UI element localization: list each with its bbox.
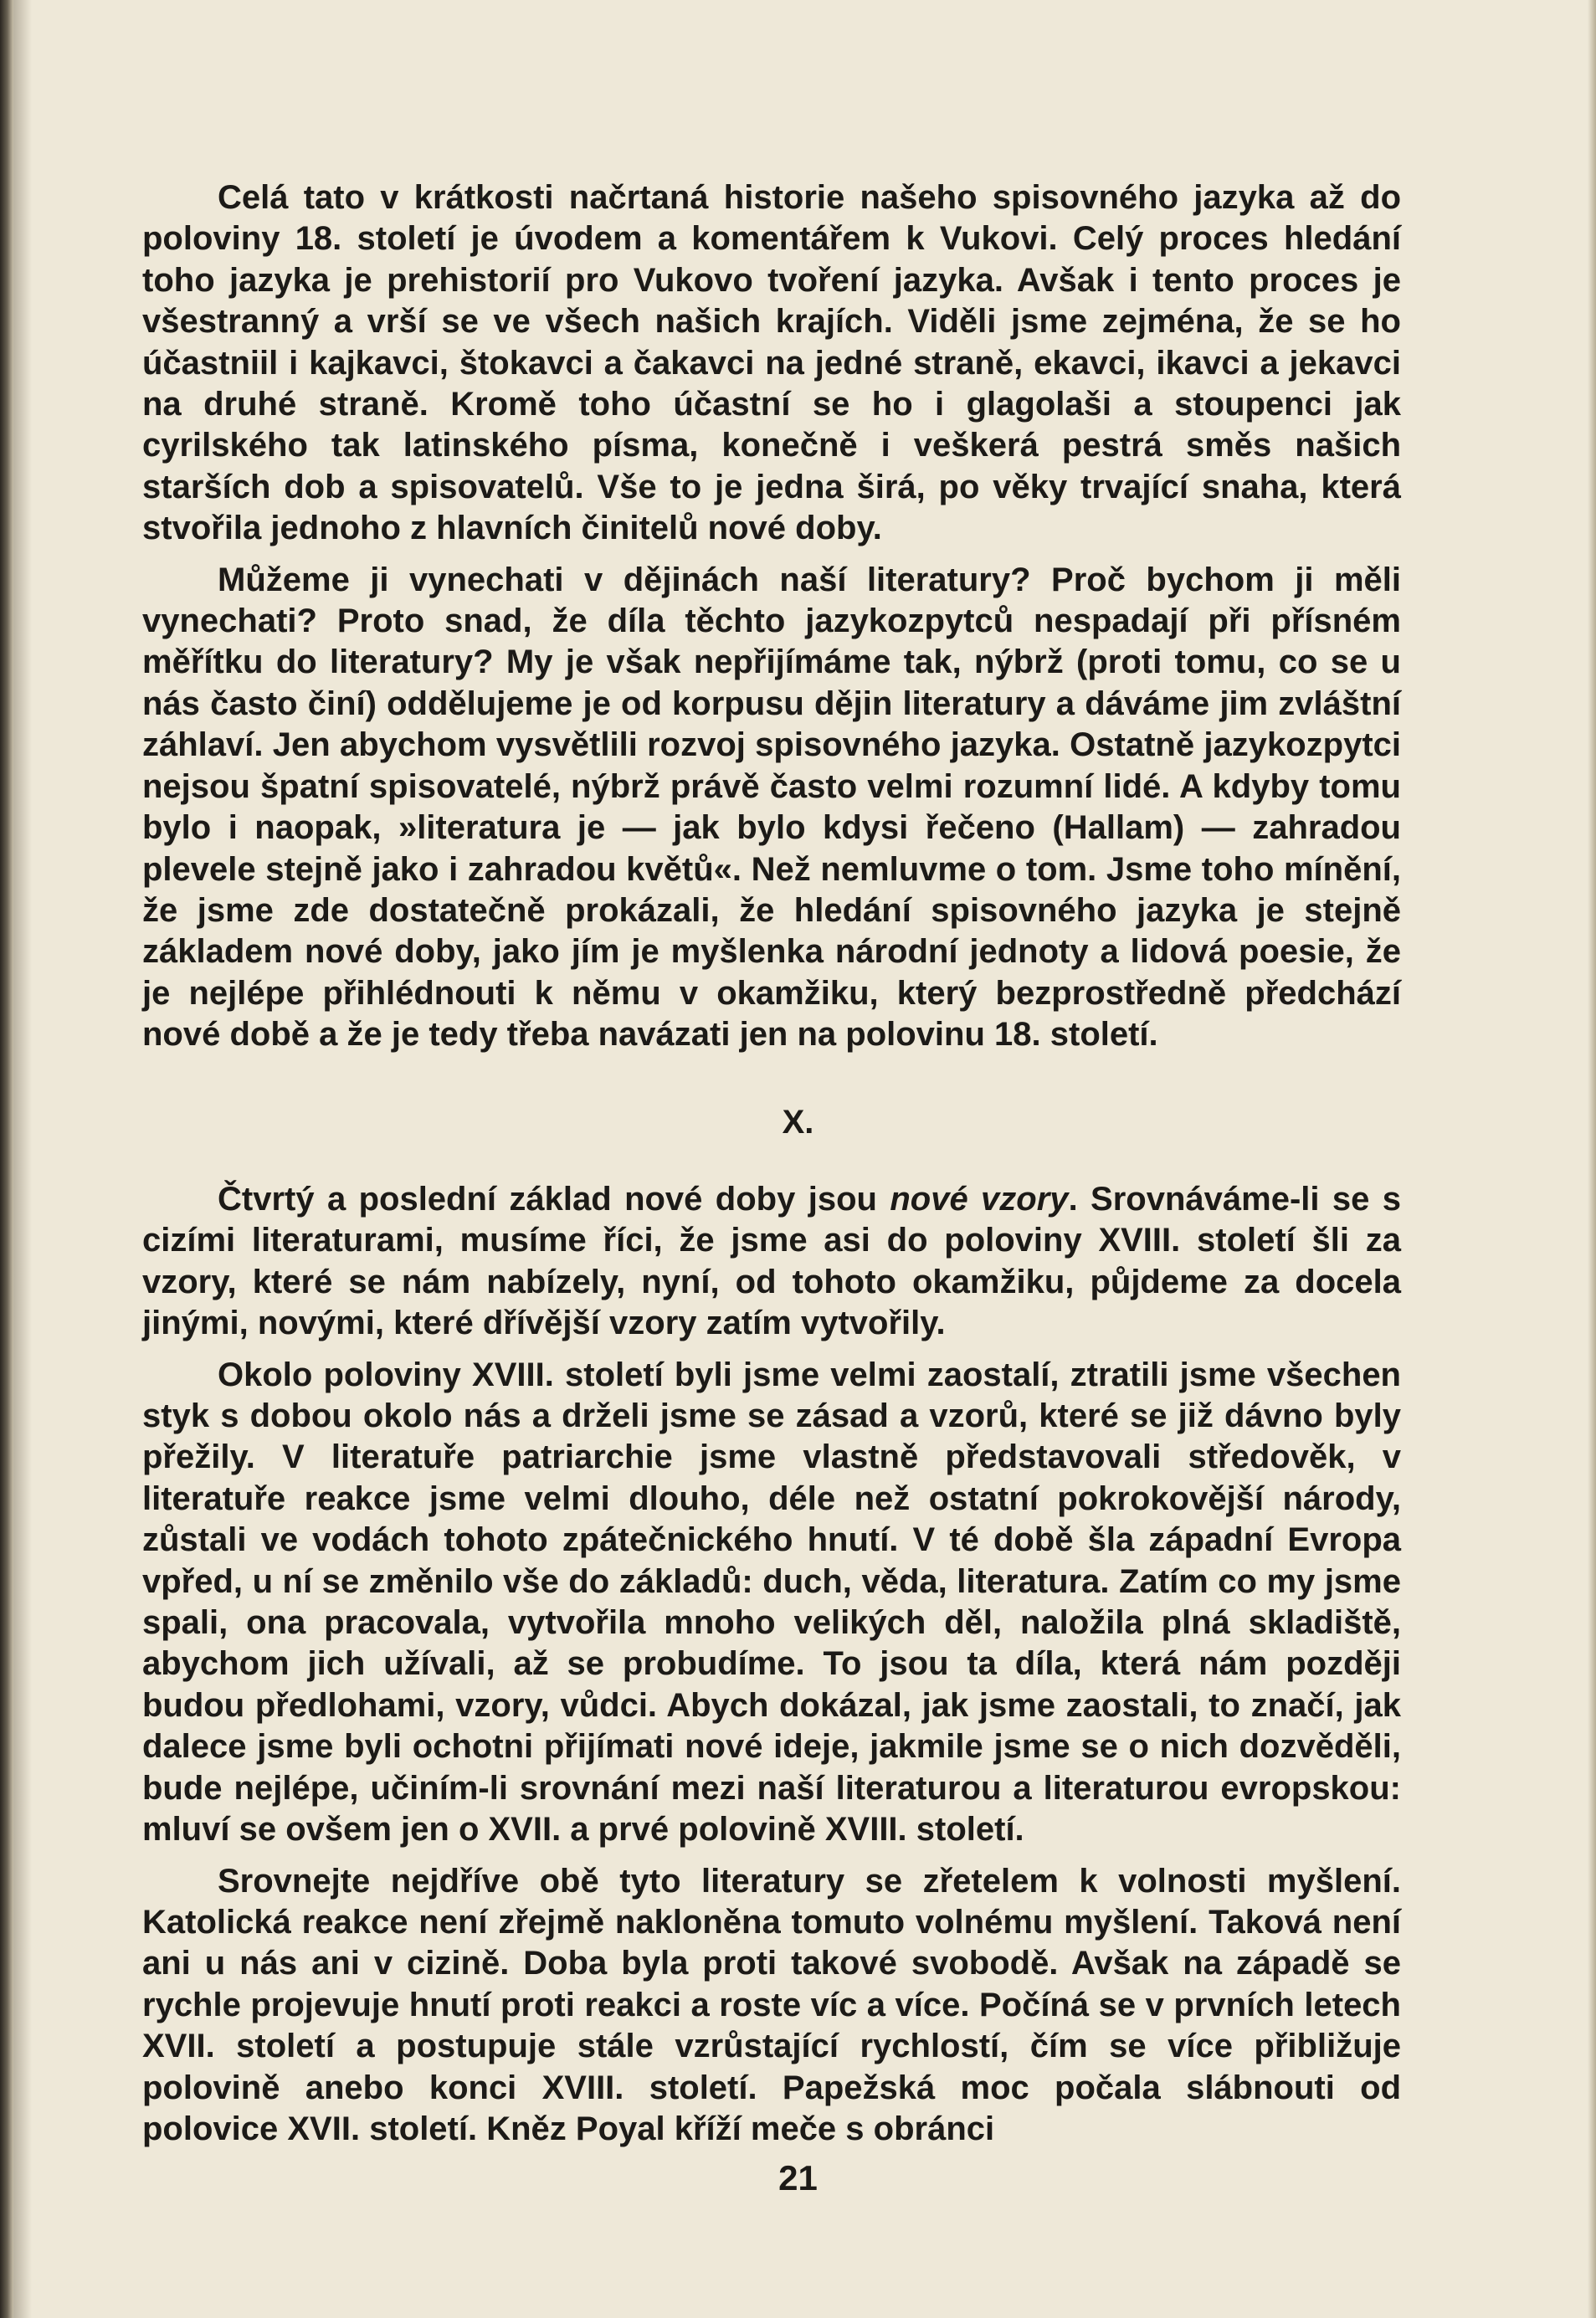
paragraph-3-after: . Srovnáváme-li se s cizími literaturami, musíme říci, že jsme asi do poloviny XVIII. století šli za vzory, které se nám nabízely, nyní, od tohoto okamžiku, půjdeme za docela jinými, novými, které dřívější vzory zatím vytvořily.	[142, 1181, 1401, 1342]
paragraph-3	[142, 1179, 1401, 1345]
paragraph-3-emphasis: nové vzory	[890, 1181, 1069, 1218]
chapter-heading: X.	[782, 1104, 814, 1141]
page-edge	[1588, 0, 1596, 2318]
gutter-shade	[13, 0, 32, 2318]
body-text-top	[142, 177, 1401, 1056]
page-number: 21	[778, 2158, 818, 2197]
paragraph-5: Srovnejte nejdříve obě tyto literatury se zřetelem k volnosti myšlení. Katolická reakce není zřejmě nakloněna tomuto volnému myšlení. Taková není ani u nás ani v cizině. Doba byla proti takové svobodě. Avšak na západě se rychle projevuje hnutí proti reakci a roste víc a více. Počíná se v prvních letech XVII. století a postupuje stále vzrůstající rychlostí, čím se více přibližuje polovině anebo konci XVIII. století. Papežská moc počala slábnouti od polovice XVII. století. Kněz Poyal kříží meče s obránci	[142, 1862, 1401, 2147]
body-text-bottom	[142, 1179, 1401, 2150]
paragraph-3-before: Čtvrtý a poslední základ nové doby jsou	[218, 1181, 890, 1218]
paragraph-4: Okolo poloviny XVIII. století byli jsme velmi zaostalí, ztratili jsme všechen styk s dobou okolo nás a drželi jsme se zásad a vzorů, které se již dávno byly přežily. V literatuře patriarchie jsme vlastně představovali středověk, v literatuře reakce jsme velmi dlouho, déle než ostatní pokrokovější národy, zůstali ve vodách tohoto zpátečnického hnutí. V té době šla západní Evropa vpřed, u ní se změnilo vše do základů: duch, věda, literatura. Zatím co my jsme spali, ona pracovala, vytvořila mnoho velikých děl, naložila plná skladiště, abychom jich užívali, až se probudíme. To jsou ta díla, která nám později budou předlohami, vzory, vůdci. Abych dokázal, jak jsme zaostali, to značí, jak dalece jsme byli ochotni přijímati nové ideje, jakmile jsme se o nich dozvěděli, bude nejlépe, učiním-li srovnání mezi naší literaturou a literaturou evropskou: mluví se ovšem jen o XVII. a prvé polovině XVIII. století.	[142, 1356, 1401, 1849]
paragraph-2: Můžeme ji vynechati v dějinách naší literatury? Proč bychom ji měli vynechati? Proto snad, že díla těchto jazykozpytců nespadají při přísném měřítku do literatury? My je však nepřijímáme tak, nýbrž (proti tomu, co se u nás často činí) oddělujeme je od korpusu dějin literatury a dáváme jim zvláštní záhlaví. Jen abychom vysvětlili rozvoj spisovného jazyka. Ostatně jazykozpytci nejsou špatní spisovatelé, nýbrž právě často velmi rozumní lidé. A kdyby tomu bylo i naopak, »literatura je — jak bylo kdysi řečeno (Hallam) — zahradou plevele stejně jako i zahradou květů«. Než nemluvme o tom. Jsme toho mínění, že jsme zde dostatečně prokázali, že hledání spisovného jazyka je stejně základem nové doby, jako jím je myšlenka národní jednoty a lidová poesie, že je nejlépe přihlédnouti k němu v okamžiku, který bezprostředně předchází nové době a že je tedy třeba navázati jen na polovinu 18. století.	[142, 561, 1401, 1054]
book-spine-shadow	[0, 0, 13, 2318]
paragraph-1: Celá tato v krátkosti načrtaná historie našeho spisovného jazyka až do poloviny 18. století je úvodem a komentářem k Vukovi. Celý proces hledání toho jazyka je prehistorií pro Vukovo tvoření jazyka. Avšak i tento proces je všestranný a vrší se ve všech našich krajích. Viděli jsme zejména, že se ho účastniil i kajkavci, štokavci a čakavci na jedné straně, ekavci, ikavci a jekavci na druhé straně. Kromě toho účastní se ho i glagolaši a stoupenci jak cyrilského tak latinského písma, konečně i veškerá pestrá směs našich starších dob a spisovatelů. Vše to je jedna širá, po věky trvající snaha, která stvořila jednoho z hlavních činitelů nové doby.	[142, 179, 1401, 547]
